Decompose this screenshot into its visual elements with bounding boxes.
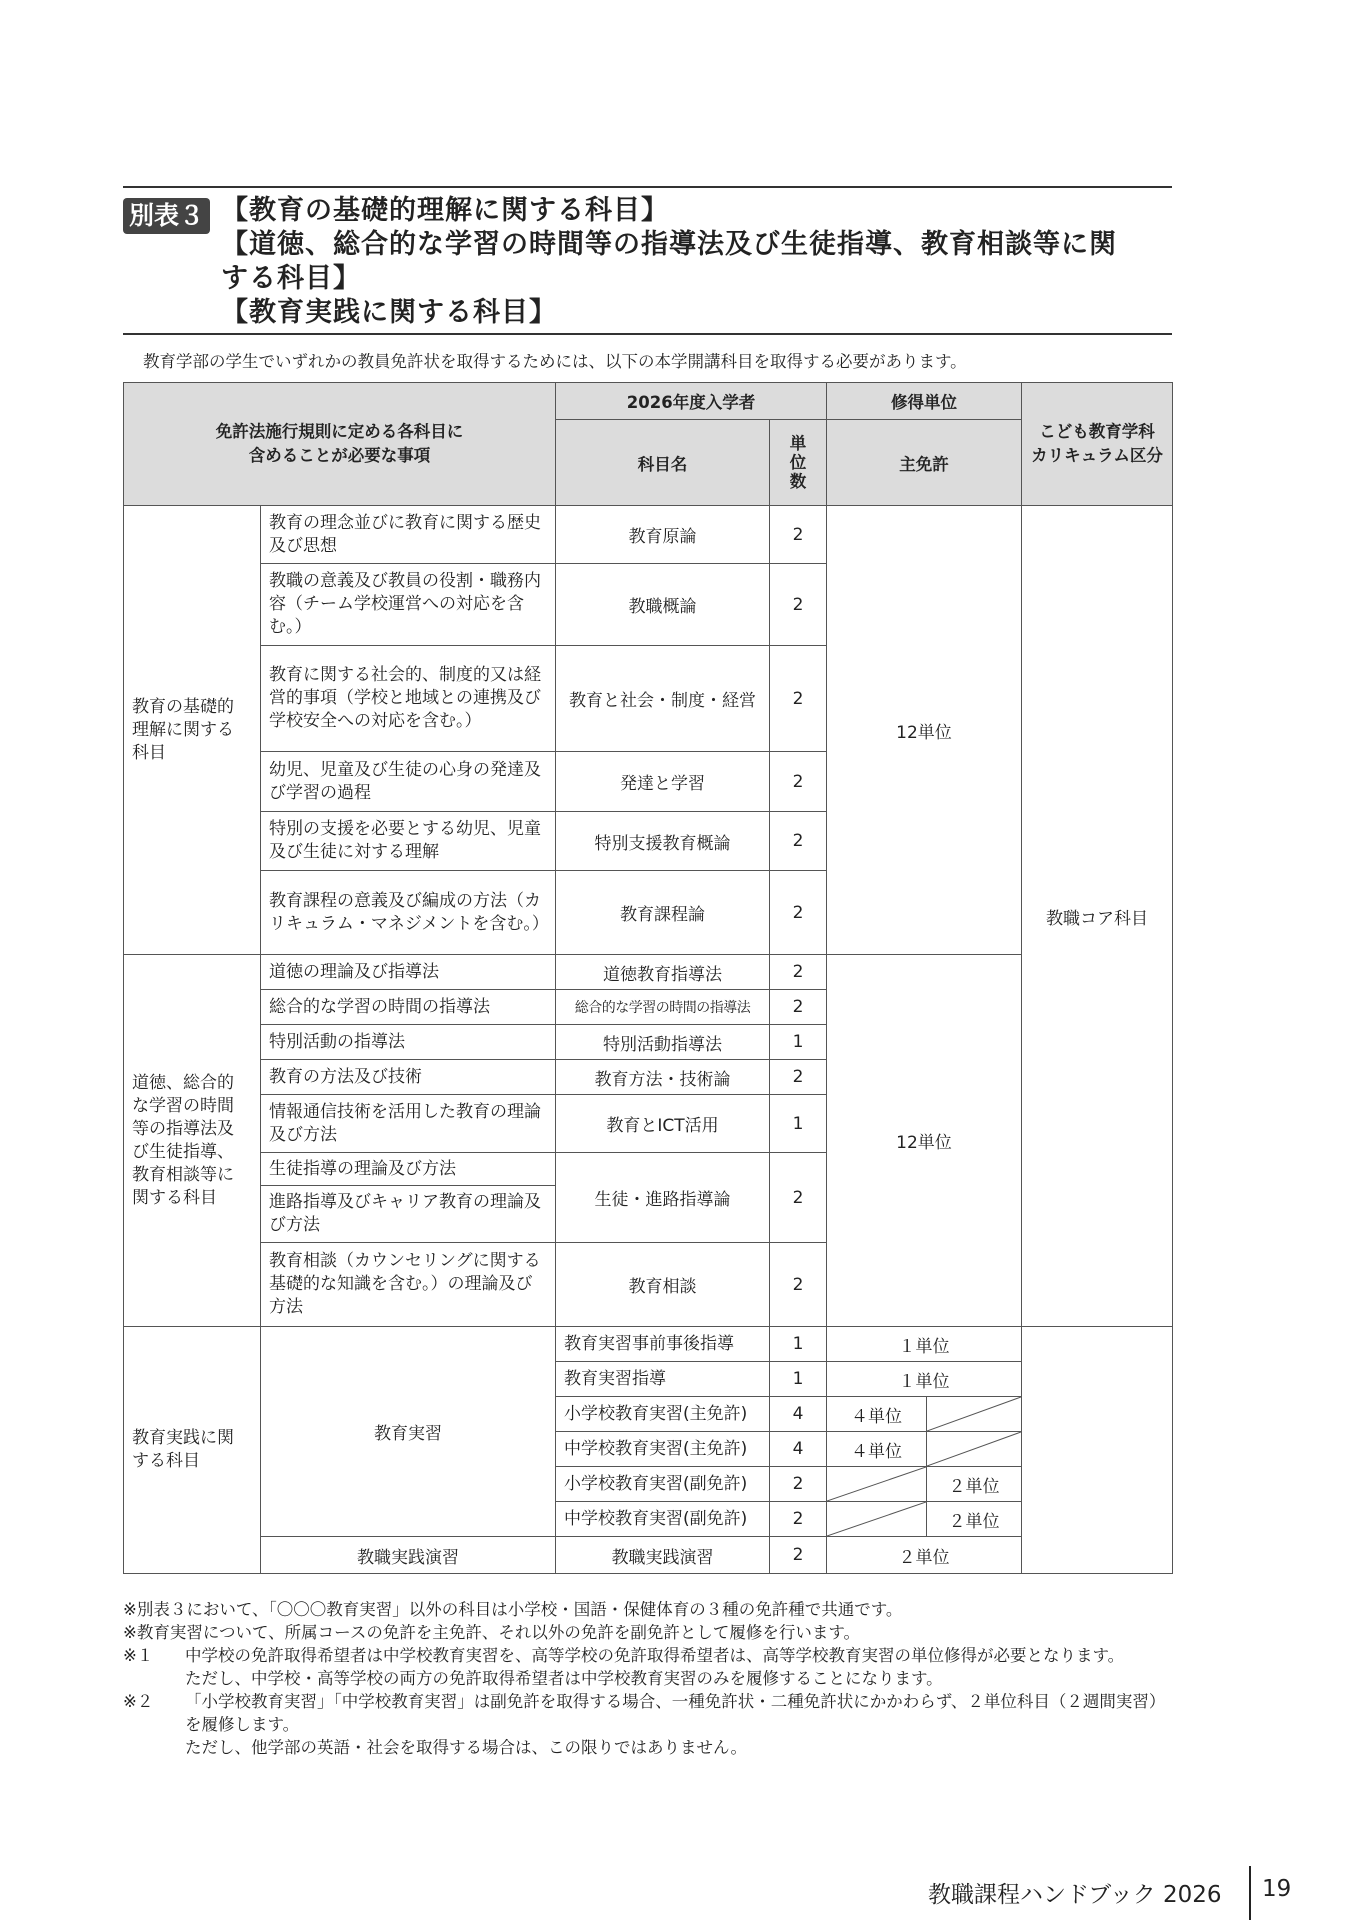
category-cell: 道徳、総合的 な学習の時間 等の指導法及 び生徒指導、 教育相談等に 関する科目 [124,955,261,1327]
header-curriculum: こども教育学科 カリキュラム区分 [1022,383,1173,506]
header-credits: 修得単位 [827,383,1022,420]
title-line-2: 【道徳、総合的な学習の時間等の指導法及び生徒指導、教育相談等に関 [221,229,1117,260]
item-cell: 情報通信技術を活用した教育の理論及び方法 [261,1095,556,1153]
credit-cell: ２単位 [927,1467,1022,1502]
subject-cell: 教育原論 [556,506,770,564]
table-row [124,506,1173,564]
footnote-text: 中学校の免許取得希望者は中学校教育実習を、高等学校の免許取得希望者は、高等学校教育実習の単位修得が必要となります。 [185,1646,1125,1665]
subject-cell: 教育相談 [556,1243,770,1327]
item-cell: 特別活動の指導法 [261,1025,556,1060]
units-cell: 4 [770,1432,827,1467]
credit-cell: １単位 [827,1362,1022,1397]
units-cell: 2 [770,564,827,646]
units-cell: 1 [770,1327,827,1362]
subject-cell: 教育とICT活用 [556,1095,770,1153]
table-row [124,955,1173,990]
footnote-mark: ※１ [123,1646,154,1665]
header-top-rule [123,186,1172,188]
units-cell: 2 [770,646,827,752]
footnote [123,1621,1172,1644]
table-row [124,1537,1173,1574]
item-cell: 教職の意義及び教員の役割・職務内容（チーム学校運営への対応を含む。） [261,564,556,646]
diagonal-blank-cell [827,1502,927,1537]
units-cell: 2 [770,1467,827,1502]
units-cell: 2 [770,1537,827,1574]
item-cell: 教育相談（カウンセリングに関する基礎的な知識を含む。）の理論及び方法 [261,1243,556,1327]
subject-cell: 教育方法・技術論 [556,1060,770,1095]
course-table [123,382,1173,1574]
subject-cell: 教職実践演習 [556,1537,770,1574]
subject-cell: 教育と社会・制度・経営 [556,646,770,752]
subject-cell: 教育課程論 [556,871,770,955]
header-items: 免許法施行規則に定める各科目に 含めることが必要な事項 [124,383,556,506]
footnote [123,1690,1172,1736]
category-cell: 教育実践に関 する科目 [124,1327,261,1574]
header-subject: 科目名 [556,420,770,506]
footnote-sub: ただし、他学部の英語・社会を取得する場合は、この限りではありません。 [185,1738,747,1757]
item-cell: 幼児、児童及び生徒の心身の発達及び学習の過程 [261,752,556,812]
item-cell: 生徒指導の理論及び方法 [261,1153,556,1186]
credit-cell: ２単位 [827,1537,1022,1574]
units-cell: 2 [770,990,827,1025]
item-cell: 教育に関する社会的、制度的又は経営的事項（学校と地域との連携及び学校安全への対応を含む。） [261,646,556,752]
units-cell: 2 [770,1243,827,1327]
item-group-cell: 教育実習 [261,1327,556,1537]
curriculum-cell: 教職コア科目 [1022,506,1173,1327]
subject-cell: 総合的な学習の時間の指導法 [556,990,770,1025]
units-cell: 2 [770,1502,827,1537]
units-cell: 2 [770,752,827,812]
page-number: 19 [1262,1876,1292,1902]
header-bottom-rule [123,333,1172,335]
credit-cell: 12単位 [827,506,1022,955]
footer-title: 教職課程ハンドブック 2026 [928,1882,1222,1908]
subject-cell: 生徒・進路指導論 [556,1153,770,1243]
header-enrollment-year: 2026年度入学者 [556,383,827,420]
diagonal-blank-cell [927,1432,1022,1467]
units-cell: 4 [770,1397,827,1432]
table-badge: 別表３ [123,198,210,234]
units-cell: 2 [770,1060,827,1095]
category-cell: 教育の基礎的 理解に関する 科目 [124,506,261,955]
subject-cell: 教育実習指導 [556,1362,770,1397]
title-line-4: 【教育実践に関する科目】 [221,297,557,328]
subject-cell: 特別支援教育概論 [556,812,770,871]
item-cell: 道徳の理論及び指導法 [261,955,556,990]
subject-cell: 中学校教育実習(副免許) [556,1502,770,1537]
units-cell: 2 [770,871,827,955]
section-titles [221,194,1176,330]
diagonal-blank-cell [927,1397,1022,1432]
credit-cell: 12単位 [827,955,1022,1327]
units-cell: 2 [770,955,827,990]
subject-cell: 道徳教育指導法 [556,955,770,990]
subject-cell: 小学校教育実習(副免許) [556,1467,770,1502]
credit-cell: １単位 [827,1327,1022,1362]
units-cell: 1 [770,1025,827,1060]
credit-cell: ４単位 [827,1397,927,1432]
footnote-sub: ただし、中学校・高等学校の両方の免許取得希望者は中学校教育実習のみを履修することになります。 [185,1669,943,1688]
item-cell: 教育課程の意義及び編成の方法（カリキュラム・マネジメントを含む。） [261,871,556,955]
units-cell: 2 [770,1153,827,1243]
item-cell: 特別の支援を必要とする幼児、児童及び生徒に対する理解 [261,812,556,871]
footnote-text: ※教育実習について、所属コースの免許を主免許、それ以外の免許を副免許として履修を行います。 [123,1623,861,1642]
credit-cell: ２単位 [927,1502,1022,1537]
units-cell: 2 [770,812,827,871]
diagonal-blank-cell [827,1467,927,1502]
item-cell: 教職実践演習 [261,1537,556,1574]
item-cell: 教育の方法及び技術 [261,1060,556,1095]
title-line-3: する科目】 [221,263,361,294]
subject-cell: 中学校教育実習(主免許) [556,1432,770,1467]
intro-text: 教育学部の学生でいずれかの教員免許状を取得するためには、以下の本学開講科目を取得する必要があります。 [143,352,967,371]
footer-divider [1249,1866,1251,1920]
header-units: 単 位 数 [770,420,827,506]
subject-cell: 発達と学習 [556,752,770,812]
table-row [124,1327,1173,1362]
footnote [123,1644,1172,1667]
footnote-text: 「小学校教育実習」「中学校教育実習」は副免許を取得する場合、一種免許状・二種免許状にかかわらず、２単位科目（２週間実習）を履修します。 [185,1692,1166,1734]
footnote-mark: ※２ [123,1692,154,1711]
units-cell: 2 [770,506,827,564]
footnotes [123,1598,1172,1759]
item-cell: 教育の理念並びに教育に関する歴史及び思想 [261,506,556,564]
curriculum-blank-cell [1022,1327,1173,1574]
header-main-license: 主免許 [827,420,1022,506]
subject-cell: 特別活動指導法 [556,1025,770,1060]
subject-cell: 教職概論 [556,564,770,646]
subject-cell: 教育実習事前事後指導 [556,1327,770,1362]
units-cell: 1 [770,1095,827,1153]
title-line-1: 【教育の基礎的理解に関する科目】 [221,195,669,226]
item-cell: 進路指導及びキャリア教育の理論及び方法 [261,1186,556,1243]
footnote [123,1598,1172,1621]
subject-cell: 小学校教育実習(主免許) [556,1397,770,1432]
units-cell: 1 [770,1362,827,1397]
credit-cell: ４単位 [827,1432,927,1467]
item-cell: 総合的な学習の時間の指導法 [261,990,556,1025]
footnote-text: ※別表３において、「〇〇〇教育実習」以外の科目は小学校・国語・保健体育の３種の免許種で共通です。 [123,1600,903,1619]
